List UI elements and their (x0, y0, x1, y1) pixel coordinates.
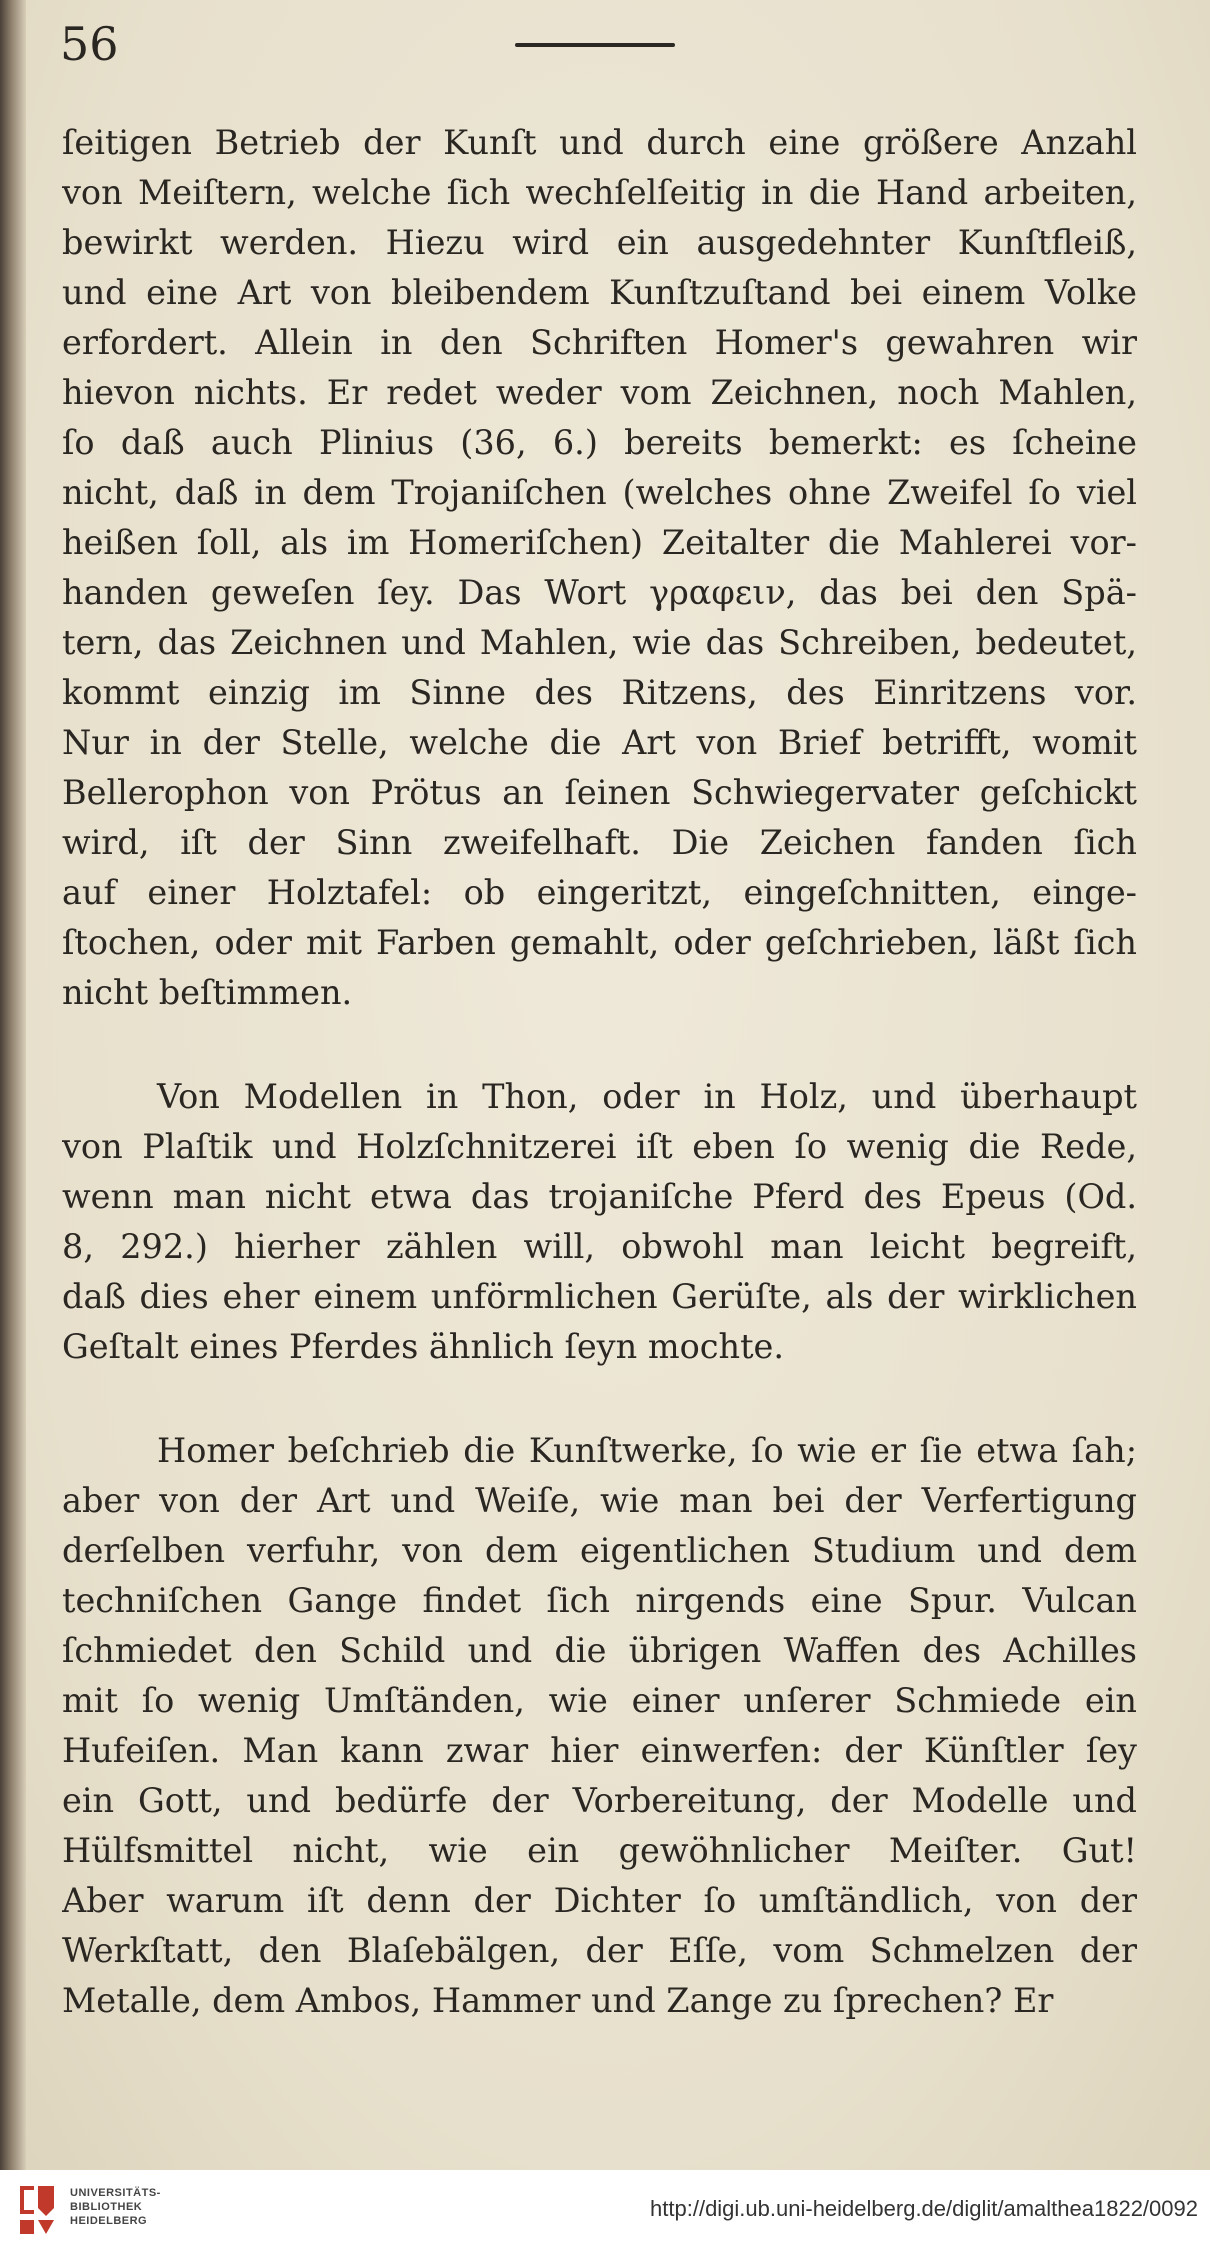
text-line: Aber warum iſt denn der Dichter ſo umſtändlich, von der (62, 1881, 1137, 1920)
text-line: heißen ſoll, als im Homeriſchen) Zeitalter die Mahlerei vor- (62, 523, 1137, 562)
text-line: derſelben verfuhr, von dem eigentlichen Studium und dem (62, 1531, 1137, 1570)
text-line: 8, 292.) hierher zählen will, obwohl man leicht begreift, (62, 1227, 1137, 1266)
library-name-line: BIBLIOTHEK (70, 2201, 143, 2213)
text-line: Werkſtatt, den Blaſebälgen, der Eſſe, vom Schmelzen der (62, 1931, 1137, 1970)
text-line: Homer beſchrieb die Kunſtwerke, ſo wie er ſie etwa ſah; (157, 1431, 1137, 1470)
text-line: nicht beſtimmen. (62, 973, 353, 1012)
text-line: nicht, daß in dem Trojaniſchen (welches ohne Zweifel ſo viel (62, 473, 1137, 512)
library-name-line: UNIVERSITÄTS- (70, 2187, 161, 2199)
text-line: ſchmiedet den Schild und die übrigen Waffen des Achilles (62, 1631, 1137, 1670)
text-line: Bellerophon von Prötus an ſeinen Schwiegervater geſchickt (62, 773, 1137, 812)
text-line: ſo daß auch Plinius (36, 6.) bereits bemerkt: es ſcheine (62, 423, 1137, 462)
text-line: kommt einzig im Sinne des Ritzens, des Einritzens vor. (62, 673, 1137, 712)
text-line: daß dies eher einem unförmlichen Gerüſte, als der wirklichen (62, 1277, 1137, 1316)
text-line: bewirkt werden. Hiezu wird ein ausgedehnter Kunſtfleiß, (62, 223, 1137, 262)
text-line: von Meiſtern, welche ſich wechſelſeitig in die Hand arbeiten, (62, 173, 1137, 212)
source-url[interactable]: http://digi.ub.uni-heidelberg.de/diglit/amalthea1822/0092 (650, 2196, 1198, 2221)
text-line: von Plaſtik und Holzſchnitzerei iſt eben ſo wenig die Rede, (62, 1127, 1137, 1166)
book-gutter (0, 0, 26, 2170)
text-line: erfordert. Allein in den Schriften Homer's gewahren wir (62, 323, 1137, 362)
text-line: Geſtalt eines Pferdes ähnlich ſeyn mochte. (62, 1327, 785, 1366)
text-line: aber von der Art und Weiſe, wie man bei der Verfertigung (62, 1481, 1137, 1520)
paragraph-gap (62, 1018, 1137, 1072)
text-line: wird, iſt der Sinn zweifelhaft. Die Zeichen fanden ſich (62, 823, 1137, 862)
text-line: Von Modellen in Thon, oder in Holz, und überhaupt (157, 1077, 1137, 1116)
text-line: ſtochen, oder mit Farben gemahlt, oder geſchrieben, läßt ſich (62, 923, 1137, 962)
text-line: auf einer Holztafel: ob eingeritzt, eingeſchnitten, einge- (62, 873, 1137, 912)
library-name (70, 2186, 161, 2228)
text-line: handen geweſen ſey. Das Wort γραφειν, das bei den Spä- (62, 573, 1137, 612)
university-seal-icon (12, 2180, 62, 2240)
text-line: ein Gott, und bedürfe der Vorbereitung, der Modelle und (62, 1781, 1137, 1820)
text-line: ſeitigen Betrieb der Kunſt und durch eine größere Anzahl (62, 123, 1137, 162)
paragraph-gap (62, 1372, 1137, 1426)
body-text (62, 118, 1137, 2026)
header-rule (515, 43, 675, 47)
text-line: Metalle, dem Ambos, Hammer und Zange zu ſprechen? Er (62, 1981, 1054, 2020)
text-line: Nur in der Stelle, welche die Art von Brief betrifft, womit (62, 723, 1137, 762)
text-line: mit ſo wenig Umſtänden, wie einer unſerer Schmiede ein (62, 1681, 1137, 1720)
page-number: 56 (60, 17, 119, 71)
text-line: und eine Art von bleibendem Kunſtzuſtand bei einem Volke (62, 273, 1137, 312)
text-line: tern, das Zeichnen und Mahlen, wie das Schreiben, bedeutet, (62, 623, 1137, 662)
text-line: Hufeiſen. Man kann zwar hier einwerfen: der Künſtler ſey (62, 1731, 1137, 1770)
text-line: Hülfsmittel nicht, wie ein gewöhnlicher Meiſter. Gut! (62, 1831, 1137, 1870)
text-line: techniſchen Gange findet ſich nirgends eine Spur. Vulcan (62, 1581, 1137, 1620)
text-line: wenn man nicht etwa das trojaniſche Pferd des Epeus (Od. (62, 1177, 1137, 1216)
library-name-line: HEIDELBERG (70, 2215, 148, 2227)
text-line: hievon nichts. Er redet weder vom Zeichnen, noch Mahlen, (62, 373, 1137, 412)
